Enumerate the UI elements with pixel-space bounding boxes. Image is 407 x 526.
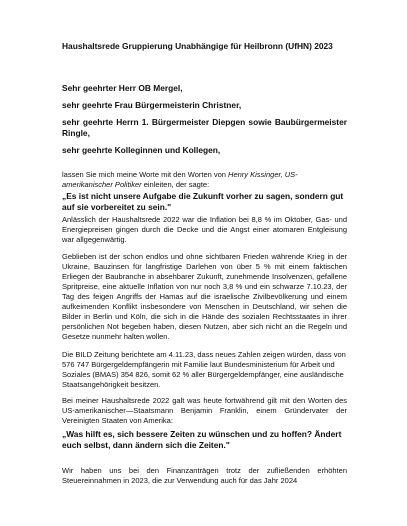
paragraph-bild-statistics: Die BILD Zeitung berichtete am 4.11.23, dass neues Zahlen zeigen würden, dass von 576 747 Bürgergeldempfängerin mit Familie laut Bundesministerium für Arbeit und Soziales (BMAS) 354 826, somit 62 % aller Bürgergeldempfänger, eine ausländische Staatsangehörigkeit besitzen. (62, 350, 346, 389)
paragraph-current-situation: Geblieben ist der schon endlos und ohne sichtbaren Frieden währende Krieg in der Ukraine, Bauzinsen für langfristige Darlehen von über 5 % mit einem faktischen Erliegen der Baubranche in absehbarer Zukunft, zunehmende Insolvenzen, gefallene Spritpreise, eine aktuelle Inflation von nur noch 3,8 % und ein schwarze 7.10.23, der Tag des feigen Angriffs der Hamas auf die israelische Zivilbevölkerung und einem aufkeimenden Konflikt insbesondere von Menschen in Deutschland, wir sehen die Bilder in Berlin und Köln, die sich in die Hände des sozialen Rechtsstaates in ihrer persönlichen Not begeben haben, diesen Nutzen, aber sich nicht an die Regeln und Gesetze nunmehr halten wollen. (62, 252, 347, 341)
paragraph-franklin-intro: Bei meiner Haushaltsrede 2022 galt was heute fortwährend gilt mit den Worten des US-amerikanischer—Staatsmann Benjamin Franklin, einem Gründervater der Vereinigten Staaten von Amerika: (62, 396, 347, 425)
document-title: Haushaltsrede Gruppierung Unabhängige für Heilbronn (UfHN) 2023 (62, 41, 333, 51)
quote-kissinger: „Es ist nicht unsere Aufgabe die Zukunft vorher zu sagen, sondern gut auf sie vorbereitet zu sein." (62, 191, 344, 212)
salutation-mayoress: sehr geehrte Frau Bürgermeisterin Christner, (62, 100, 242, 110)
quoted-person-name: Henry Kissinger, US-amerikanischer Politiker (62, 170, 298, 189)
salutation-first-mayor: sehr geehrte Herrn 1. Bürgermeister Diepgen sowie Baubürgermeister Ringle, (62, 117, 347, 138)
salutation-mayor: Sehr geehrter Herr OB Mergel, (62, 83, 183, 93)
quote-franklin: „Was hilft es, sich bessere Zeiten zu wünschen und zu hoffen? Ändert euch selbst, dann ändern sich die Zeiten." (62, 429, 342, 450)
intro-text-before: lassen Sie mich meine Worte mit den Worten von (62, 170, 229, 179)
salutation-colleagues: sehr geehrte Kolleginnen und Kollegen, (62, 145, 221, 155)
intro-paragraph (62, 170, 347, 190)
intro-text-after: einleiten, der sagte: (141, 180, 210, 189)
paragraph-inflation-2022: Anlässlich der Haushaltsrede 2022 war die Inflation bei 8,8 % im Oktober, Gas- und Energiepreisen gingen durch die Decke und die Angst einer atomaren Entgleisung war allgegenwärtig. (62, 215, 347, 244)
paragraph-financial-motions: Wir haben uns bei den Finanzanträgen trotz der zufließenden erhöhten Steuereinnahmen in 2023, die zur Verwendung auch für das Jahr 2024 (62, 466, 347, 485)
